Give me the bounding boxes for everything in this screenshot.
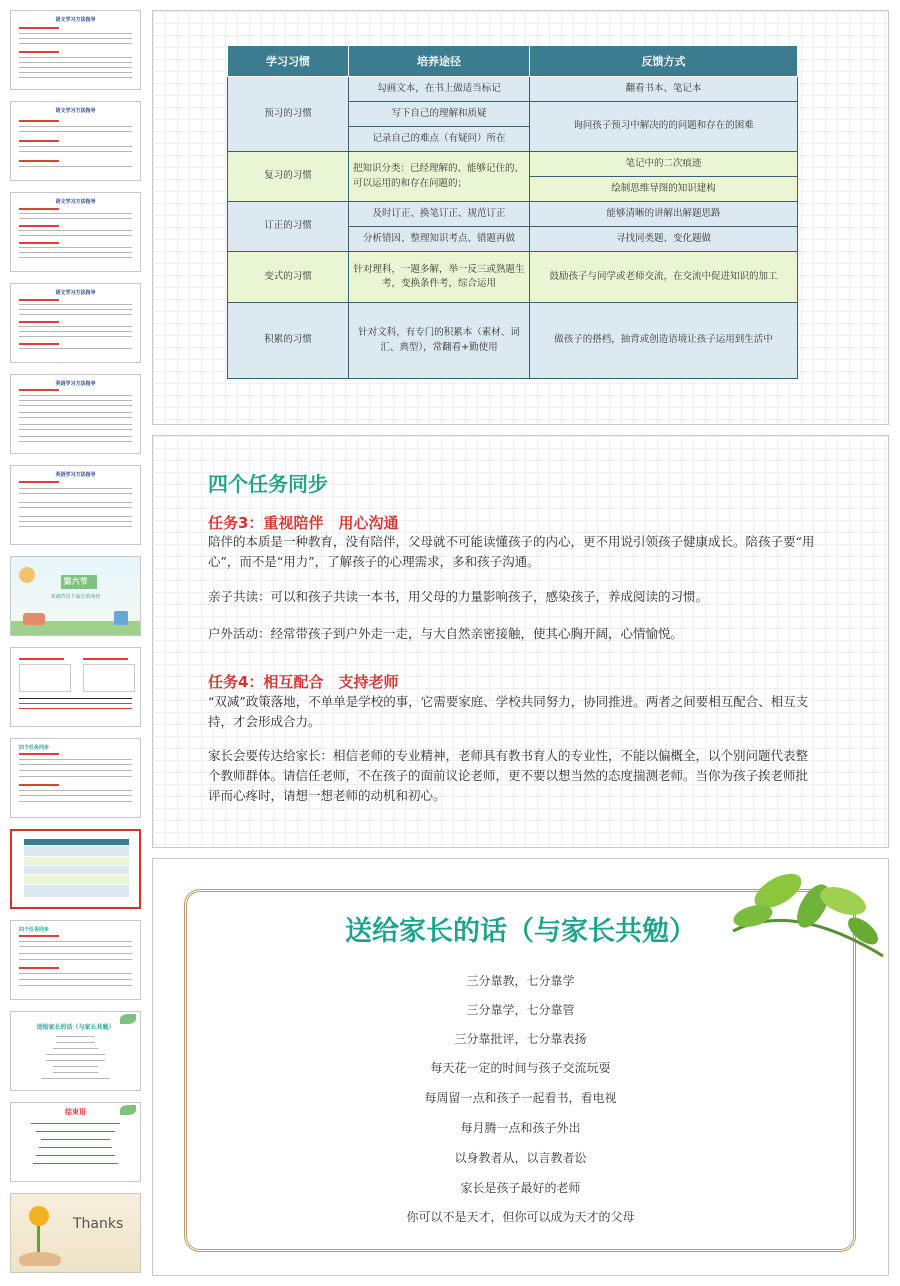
saying-line: 每周留一点和孩子一起看书，看电视 (424, 1091, 617, 1105)
habit-cell: 变式的习惯 (228, 252, 349, 303)
thumbnail-title: Thanks (73, 1216, 124, 1232)
slide-thumbnail-3[interactable] (10, 192, 141, 272)
saying-line: 以身教者从，以言教者讼 (454, 1151, 587, 1165)
saying-line: 每月腾一点和孩子外出 (460, 1121, 581, 1135)
slide-thumbnail-10-selected[interactable] (10, 829, 141, 909)
habit-cell: 预习的习惯 (228, 77, 349, 152)
slide-thumbnail-12[interactable] (10, 1011, 141, 1091)
slide-four-tasks (152, 435, 889, 848)
kids-illustration-icon (19, 567, 35, 583)
thumbnail-subtitle: 双减背景下家长的角色 (50, 594, 101, 600)
column-header: 反馈方式 (530, 46, 798, 77)
slide-thumbnail-5[interactable] (10, 374, 141, 454)
sunflower-icon (29, 1206, 49, 1226)
saying-line: 三分靠批评，七分靠表扬 (454, 1032, 587, 1046)
habit-cell: 复习的习惯 (228, 152, 349, 202)
task4-teacher-paragraph: 家长会要传达给家长：相信老师的专业精神，老师具有教书育人的专业性，不能以偏概全，以个别问题代表整个教师群体。请信任老师，不在孩子的面前议论老师，更不要以想当然的态度揣测老师。当你为孩子挨老师批评而心疼时，请想一想老师的动机和初心。 (208, 748, 809, 803)
table-row (228, 152, 798, 177)
task3-outdoor-paragraph: 户外活动：经常带孩子到户外走一走，与大自然亲密接触，使其心胸开阔，心情愉悦。 (208, 626, 684, 641)
thumbnail-title: 送给家长的话（与家长共勉） (36, 1024, 115, 1031)
leaf-icon (120, 1105, 136, 1115)
feedback-cell: 能够清晰的讲解出解题思路 (530, 202, 798, 227)
slide-thumbnail-8[interactable] (10, 647, 141, 727)
thumbnail-title: 英语学习方法指导 (55, 472, 96, 478)
method-cell: 把知识分类：已经理解的、能够记住的、可以运用的和存在问题的； (349, 152, 530, 202)
leaf-icon (120, 1014, 136, 1024)
tree-illustration-icon (114, 611, 128, 625)
task3-title: 任务3：重视陪伴 用心沟通 (208, 514, 399, 532)
saying-line: 三分靠学，七分靠管 (466, 1003, 575, 1017)
method-cell: 分析错因、整理知识考点、错题再做 (349, 227, 530, 252)
table-row (228, 202, 798, 227)
slide-thumbnail-7[interactable] (10, 556, 141, 636)
task4-paragraph: “双减”政策落地，不单单是学校的事，它需要家庭、学校共同努力，协同推进。两者之间要相互配合、相互支持，才会形成合力。 (208, 694, 809, 729)
column-header: 学习习惯 (228, 46, 349, 77)
method-cell: 写下自己的理解和质疑 (349, 102, 530, 127)
thumbnail-title: 第六节 (63, 577, 88, 586)
thumbnail-title: 语文学习方法指导 (55, 108, 96, 114)
feedback-cell: 翻看书本、笔记本 (530, 77, 798, 102)
method-cell: 针对文科，有专门的积累本（素材、词汇、典型），常翻看+勤使用 (349, 303, 530, 379)
thumbnail-title: 四个任务同步 (19, 745, 50, 751)
habit-cell: 订正的习惯 (228, 202, 349, 252)
task3-paragraph: 陪伴的本质是一种教育，没有陪伴，父母就不可能读懂孩子的内心，更不用说引领孩子健康成长。陪孩子要“用心”，而不是“用力”，了解孩子的心理需求，多和孩子沟通。 (208, 534, 815, 569)
saying-line: 三分靠教，七分靠学 (466, 974, 575, 988)
slide-words-to-parents (152, 858, 889, 1276)
thumbnail-title: 四个任务同步 (19, 927, 50, 933)
hands-illustration-icon (19, 1252, 61, 1266)
thumbnail-title: 结束语 (65, 1108, 86, 1116)
feedback-cell: 鼓励孩子与同学或老师交流，在交流中促进知识的加工 (530, 252, 798, 303)
slide-thumbnail-6[interactable] (10, 465, 141, 545)
slide-thumbnail-9[interactable] (10, 738, 141, 818)
slide-heading: 四个任务同步 (208, 472, 328, 496)
saying-line: 每天花一定的时间与孩子交流玩耍 (430, 1061, 611, 1075)
table-header-row (228, 46, 798, 77)
feedback-cell: 询问孩子预习中解决的的问题和存在的困难 (530, 102, 798, 152)
feedback-cell: 做孩子的搭档，抽背或创造语境让孩子运用到生活中 (530, 303, 798, 379)
slide-title: 送给家长的话（与家长共勉） (345, 916, 696, 947)
feedback-cell: 笔记中的二次痕迹 (530, 152, 798, 177)
slide-thumbnail-2[interactable] (10, 101, 141, 181)
thumbnail-title: 语文学习方法指导 (55, 17, 96, 23)
table-row (228, 77, 798, 102)
task4-title: 任务4：相互配合 支持老师 (208, 673, 399, 691)
method-cell: 记录自己的难点（有疑问）所在 (349, 127, 530, 152)
method-cell: 针对理科，一题多解，举一反三或熟题生考，变换条件考，综合运用 (349, 252, 530, 303)
table-row (228, 303, 798, 379)
saying-line: 家长是孩子最好的老师 (460, 1181, 581, 1195)
slide-thumbnail-13[interactable] (10, 1102, 141, 1182)
task3-reading-paragraph: 亲子共读：可以和孩子共读一本书，用父母的力量影响孩子，感染孩子，养成阅读的习惯。 (208, 589, 709, 604)
slide-thumbnail-1[interactable] (10, 10, 141, 90)
slide-thumbnail-14[interactable] (10, 1193, 141, 1273)
slide-thumbnail-panel (0, 0, 150, 1286)
slide-study-habits-table (152, 10, 889, 425)
slide-thumbnail-4[interactable] (10, 283, 141, 363)
table-row (228, 252, 798, 303)
thumbnail-title: 英语学习方法指导 (55, 381, 96, 387)
thumbnail-title: 语文学习方法指导 (55, 199, 96, 205)
study-habits-table (227, 45, 798, 379)
feedback-cell: 绘制思维导图的知识建构 (530, 177, 798, 202)
saying-line: 你可以不是天才，但你可以成为天才的父母 (406, 1210, 635, 1224)
slide-thumbnail-11[interactable] (10, 920, 141, 1000)
house-illustration-icon (23, 613, 45, 625)
method-cell: 及时订正、换笔订正、规范订正 (349, 202, 530, 227)
column-header: 培养途径 (349, 46, 530, 77)
feedback-cell: 寻找同类题、变化题做 (530, 227, 798, 252)
habit-cell: 积累的习惯 (228, 303, 349, 379)
method-cell: 勾画文本，在书上做适当标记 (349, 77, 530, 102)
thumbnail-title: 语文学习方法指导 (55, 290, 96, 296)
